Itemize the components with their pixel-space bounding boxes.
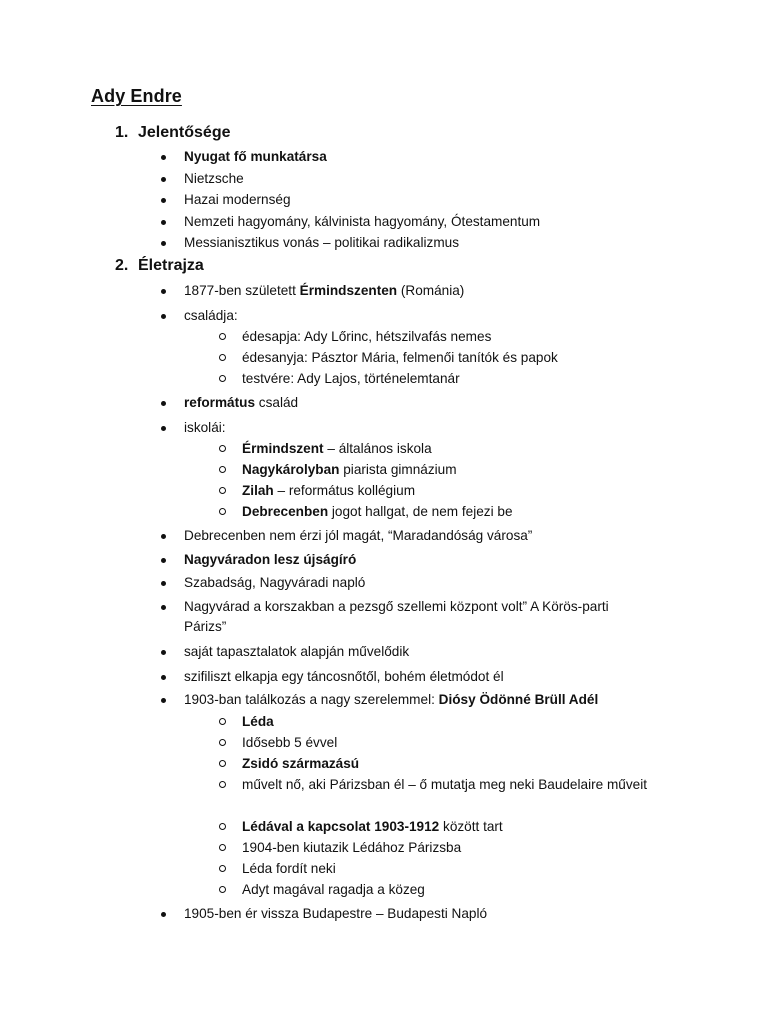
bullet-icon (161, 155, 166, 160)
circle-bullet-icon (219, 865, 226, 872)
sub-list-item: Adyt magával ragadja a közeg (242, 882, 425, 897)
section-title: Életrajza (138, 257, 204, 274)
bullet-icon (161, 401, 166, 406)
sub-list-item: 1904-ben kiutazik Lédához Párizsba (242, 840, 462, 855)
bullet-icon (161, 650, 166, 655)
sub-list-item: Léda (242, 714, 274, 729)
list-item: Debrecenben nem érzi jól magát, “Maradandóság városa” (184, 528, 533, 543)
circle-bullet-icon (219, 760, 226, 767)
list-item: szifiliszt elkapja egy táncosnőtől, bohém életmódot él (184, 669, 504, 684)
sub-list-item: Lédával a kapcsolat 1903-1912 között tart (242, 819, 503, 834)
sub-list-item: Léda fordít neki (242, 861, 336, 876)
list-item: református család (184, 395, 299, 410)
bullet-icon (161, 198, 166, 203)
list-item: Hazai modernség (184, 192, 291, 207)
circle-bullet-icon (219, 823, 226, 830)
sub-list-item: Debrecenben jogot hallgat, de nem fejezi be (242, 504, 513, 519)
circle-bullet-icon (219, 375, 226, 382)
bullet-icon (161, 675, 166, 680)
section-number: 2. (115, 257, 129, 274)
page-title: Ady Endre (91, 86, 182, 106)
list-item: 1903-ban találkozás a nagy szerelemmel: Diósy Ödönné Brüll Adél (184, 692, 599, 707)
sub-list-item: édesapja: Ady Lőrinc, hétszilvafás nemes (242, 329, 492, 344)
list-item: Nyugat fő munkatársa (184, 149, 327, 164)
bullet-icon (161, 534, 166, 539)
circle-bullet-icon (219, 487, 226, 494)
circle-bullet-icon (219, 739, 226, 746)
sub-list-item: testvére: Ady Lajos, történelemtanár (242, 371, 460, 386)
list-item: Messianisztikus vonás – politikai radikalizmus (184, 235, 460, 250)
circle-bullet-icon (219, 354, 226, 361)
list-item: Nemzeti hagyomány, kálvinista hagyomány, Ótestamentum (184, 214, 541, 229)
circle-bullet-icon (219, 886, 226, 893)
list-item: Nagyvárad a korszakban a pezsgő szellemi központ volt” A Körös-parti Párizs” (184, 599, 609, 634)
sub-list-item: Idősebb 5 évvel (242, 735, 338, 750)
section-number: 1. (115, 124, 129, 141)
bullet-icon (161, 698, 166, 703)
list-item: iskolái: (184, 420, 226, 435)
bullet-icon (161, 314, 166, 319)
sub-list-item: Érmindszent – általános iskola (242, 441, 432, 456)
section-heading-eletrajza (115, 257, 204, 275)
list-item: családja: (184, 308, 238, 323)
bullet-icon (161, 558, 166, 563)
bullet-icon (161, 289, 166, 294)
bullet-icon (161, 605, 166, 610)
section-title: Jelentősége (138, 124, 231, 141)
circle-bullet-icon (219, 508, 226, 515)
bullet-icon (161, 177, 166, 182)
list-item: Nagyváradon lesz újságíró (184, 552, 357, 567)
bullet-icon (161, 912, 166, 917)
circle-bullet-icon (219, 466, 226, 473)
sub-list-item: művelt nő, aki Párizsban él – ő mutatja meg neki Baudelaire műveit (242, 777, 647, 792)
sub-list-item: Nagykárolyban piarista gimnázium (242, 462, 457, 477)
sub-list-item: édesanyja: Pásztor Mária, felmenői tanítók és papok (242, 350, 558, 365)
circle-bullet-icon (219, 781, 226, 788)
circle-bullet-icon (219, 718, 226, 725)
list-item: Szabadság, Nagyváradi napló (184, 575, 366, 590)
section-heading-jelentosege (115, 124, 230, 142)
list-item: Nietzsche (184, 171, 244, 186)
circle-bullet-icon (219, 844, 226, 851)
list-item: 1877-ben született Érmindszenten (Románia) (184, 283, 465, 298)
circle-bullet-icon (219, 445, 226, 452)
sub-list-item: Zilah – református kollégium (242, 483, 416, 498)
sub-list-item: Zsidó származású (242, 756, 360, 771)
bullet-icon (161, 426, 166, 431)
circle-bullet-icon (219, 333, 226, 340)
list-item: 1905-ben ér vissza Budapestre – Budapesti Napló (184, 906, 488, 921)
bullet-icon (161, 241, 166, 246)
list-item: saját tapasztalatok alapján művelődik (184, 644, 410, 659)
bullet-icon (161, 581, 166, 586)
bullet-icon (161, 220, 166, 225)
